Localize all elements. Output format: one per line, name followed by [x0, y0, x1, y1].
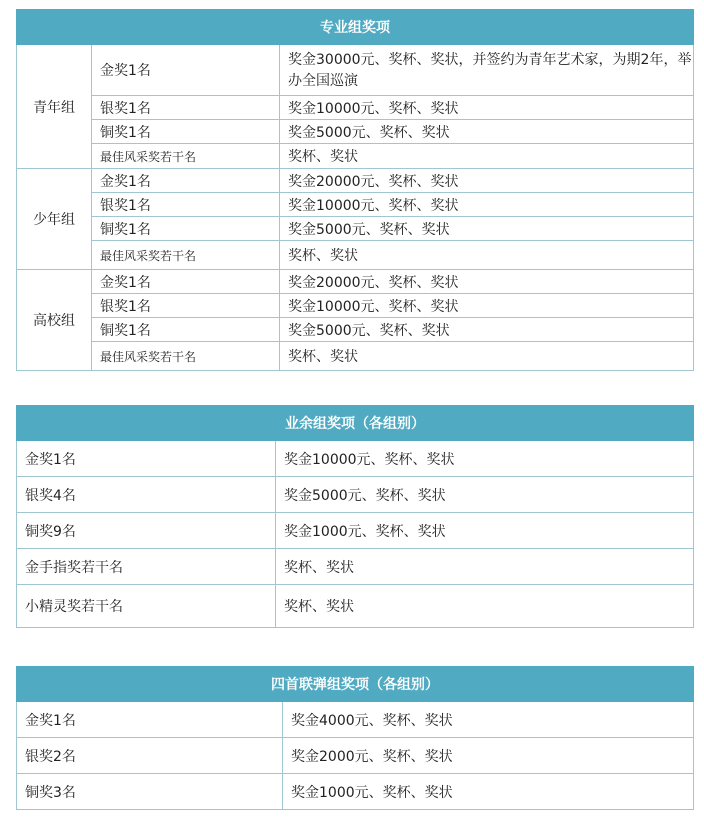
- award-prize: 奖金5000元、奖杯、奖状: [280, 217, 694, 241]
- four-hands-table-title: 四首联弹组奖项（各组别）: [17, 667, 694, 702]
- award-prize: 奖金4000元、奖杯、奖状: [283, 702, 694, 738]
- award-name: 最佳风采奖若干名: [92, 342, 280, 371]
- amateur-table-title: 业余组奖项（各组别）: [17, 406, 694, 441]
- award-name: 铜奖1名: [92, 217, 280, 241]
- award-name: 银奖1名: [92, 294, 280, 318]
- professional-awards-table: [16, 9, 694, 371]
- award-name: 最佳风采奖若干名: [92, 144, 280, 169]
- award-prize: 奖金2000元、奖杯、奖状: [283, 738, 694, 774]
- group-name: 高校组: [17, 270, 92, 371]
- award-name: 金奖1名: [92, 270, 280, 294]
- award-prize: 奖金10000元、奖杯、奖状: [280, 193, 694, 217]
- group-name: 青年组: [17, 45, 92, 169]
- award-prize: 奖杯、奖状: [276, 585, 694, 628]
- award-name: 银奖2名: [17, 738, 283, 774]
- award-name: 金奖1名: [17, 441, 276, 477]
- award-name: 金手指奖若干名: [17, 549, 276, 585]
- award-prize: 奖金10000元、奖杯、奖状: [276, 441, 694, 477]
- award-prize: 奖金1000元、奖杯、奖状: [283, 774, 694, 810]
- award-prize: 奖金5000元、奖杯、奖状: [280, 120, 694, 144]
- award-prize: 奖金10000元、奖杯、奖状: [280, 96, 694, 120]
- award-name: 铜奖9名: [17, 513, 276, 549]
- award-name: 银奖1名: [92, 193, 280, 217]
- group-name: 少年组: [17, 169, 92, 270]
- award-name: 银奖1名: [92, 96, 280, 120]
- award-name: 最佳风采奖若干名: [92, 241, 280, 270]
- award-prize: 奖金10000元、奖杯、奖状: [280, 294, 694, 318]
- award-prize: 奖金30000元、奖杯、奖状，并签约为青年艺术家，为期2年，举办全国巡演: [280, 45, 694, 96]
- award-prize: 奖金20000元、奖杯、奖状: [280, 169, 694, 193]
- award-prize: 奖金1000元、奖杯、奖状: [276, 513, 694, 549]
- award-name: 小精灵奖若干名: [17, 585, 276, 628]
- award-name: 银奖4名: [17, 477, 276, 513]
- amateur-awards-table: [16, 405, 694, 628]
- award-prize: 奖金5000元、奖杯、奖状: [276, 477, 694, 513]
- award-prize: 奖杯、奖状: [280, 241, 694, 270]
- award-name: 金奖1名: [17, 702, 283, 738]
- award-prize: 奖杯、奖状: [280, 144, 694, 169]
- award-name: 铜奖1名: [92, 120, 280, 144]
- four-hands-awards-table: [16, 666, 694, 810]
- award-prize: 奖杯、奖状: [276, 549, 694, 585]
- award-name: 铜奖1名: [92, 318, 280, 342]
- award-prize: 奖杯、奖状: [280, 342, 694, 371]
- award-name: 铜奖3名: [17, 774, 283, 810]
- award-prize: 奖金20000元、奖杯、奖状: [280, 270, 694, 294]
- professional-table-title: 专业组奖项: [17, 10, 694, 45]
- award-prize: 奖金5000元、奖杯、奖状: [280, 318, 694, 342]
- award-name: 金奖1名: [92, 169, 280, 193]
- award-name: 金奖1名: [92, 45, 280, 96]
